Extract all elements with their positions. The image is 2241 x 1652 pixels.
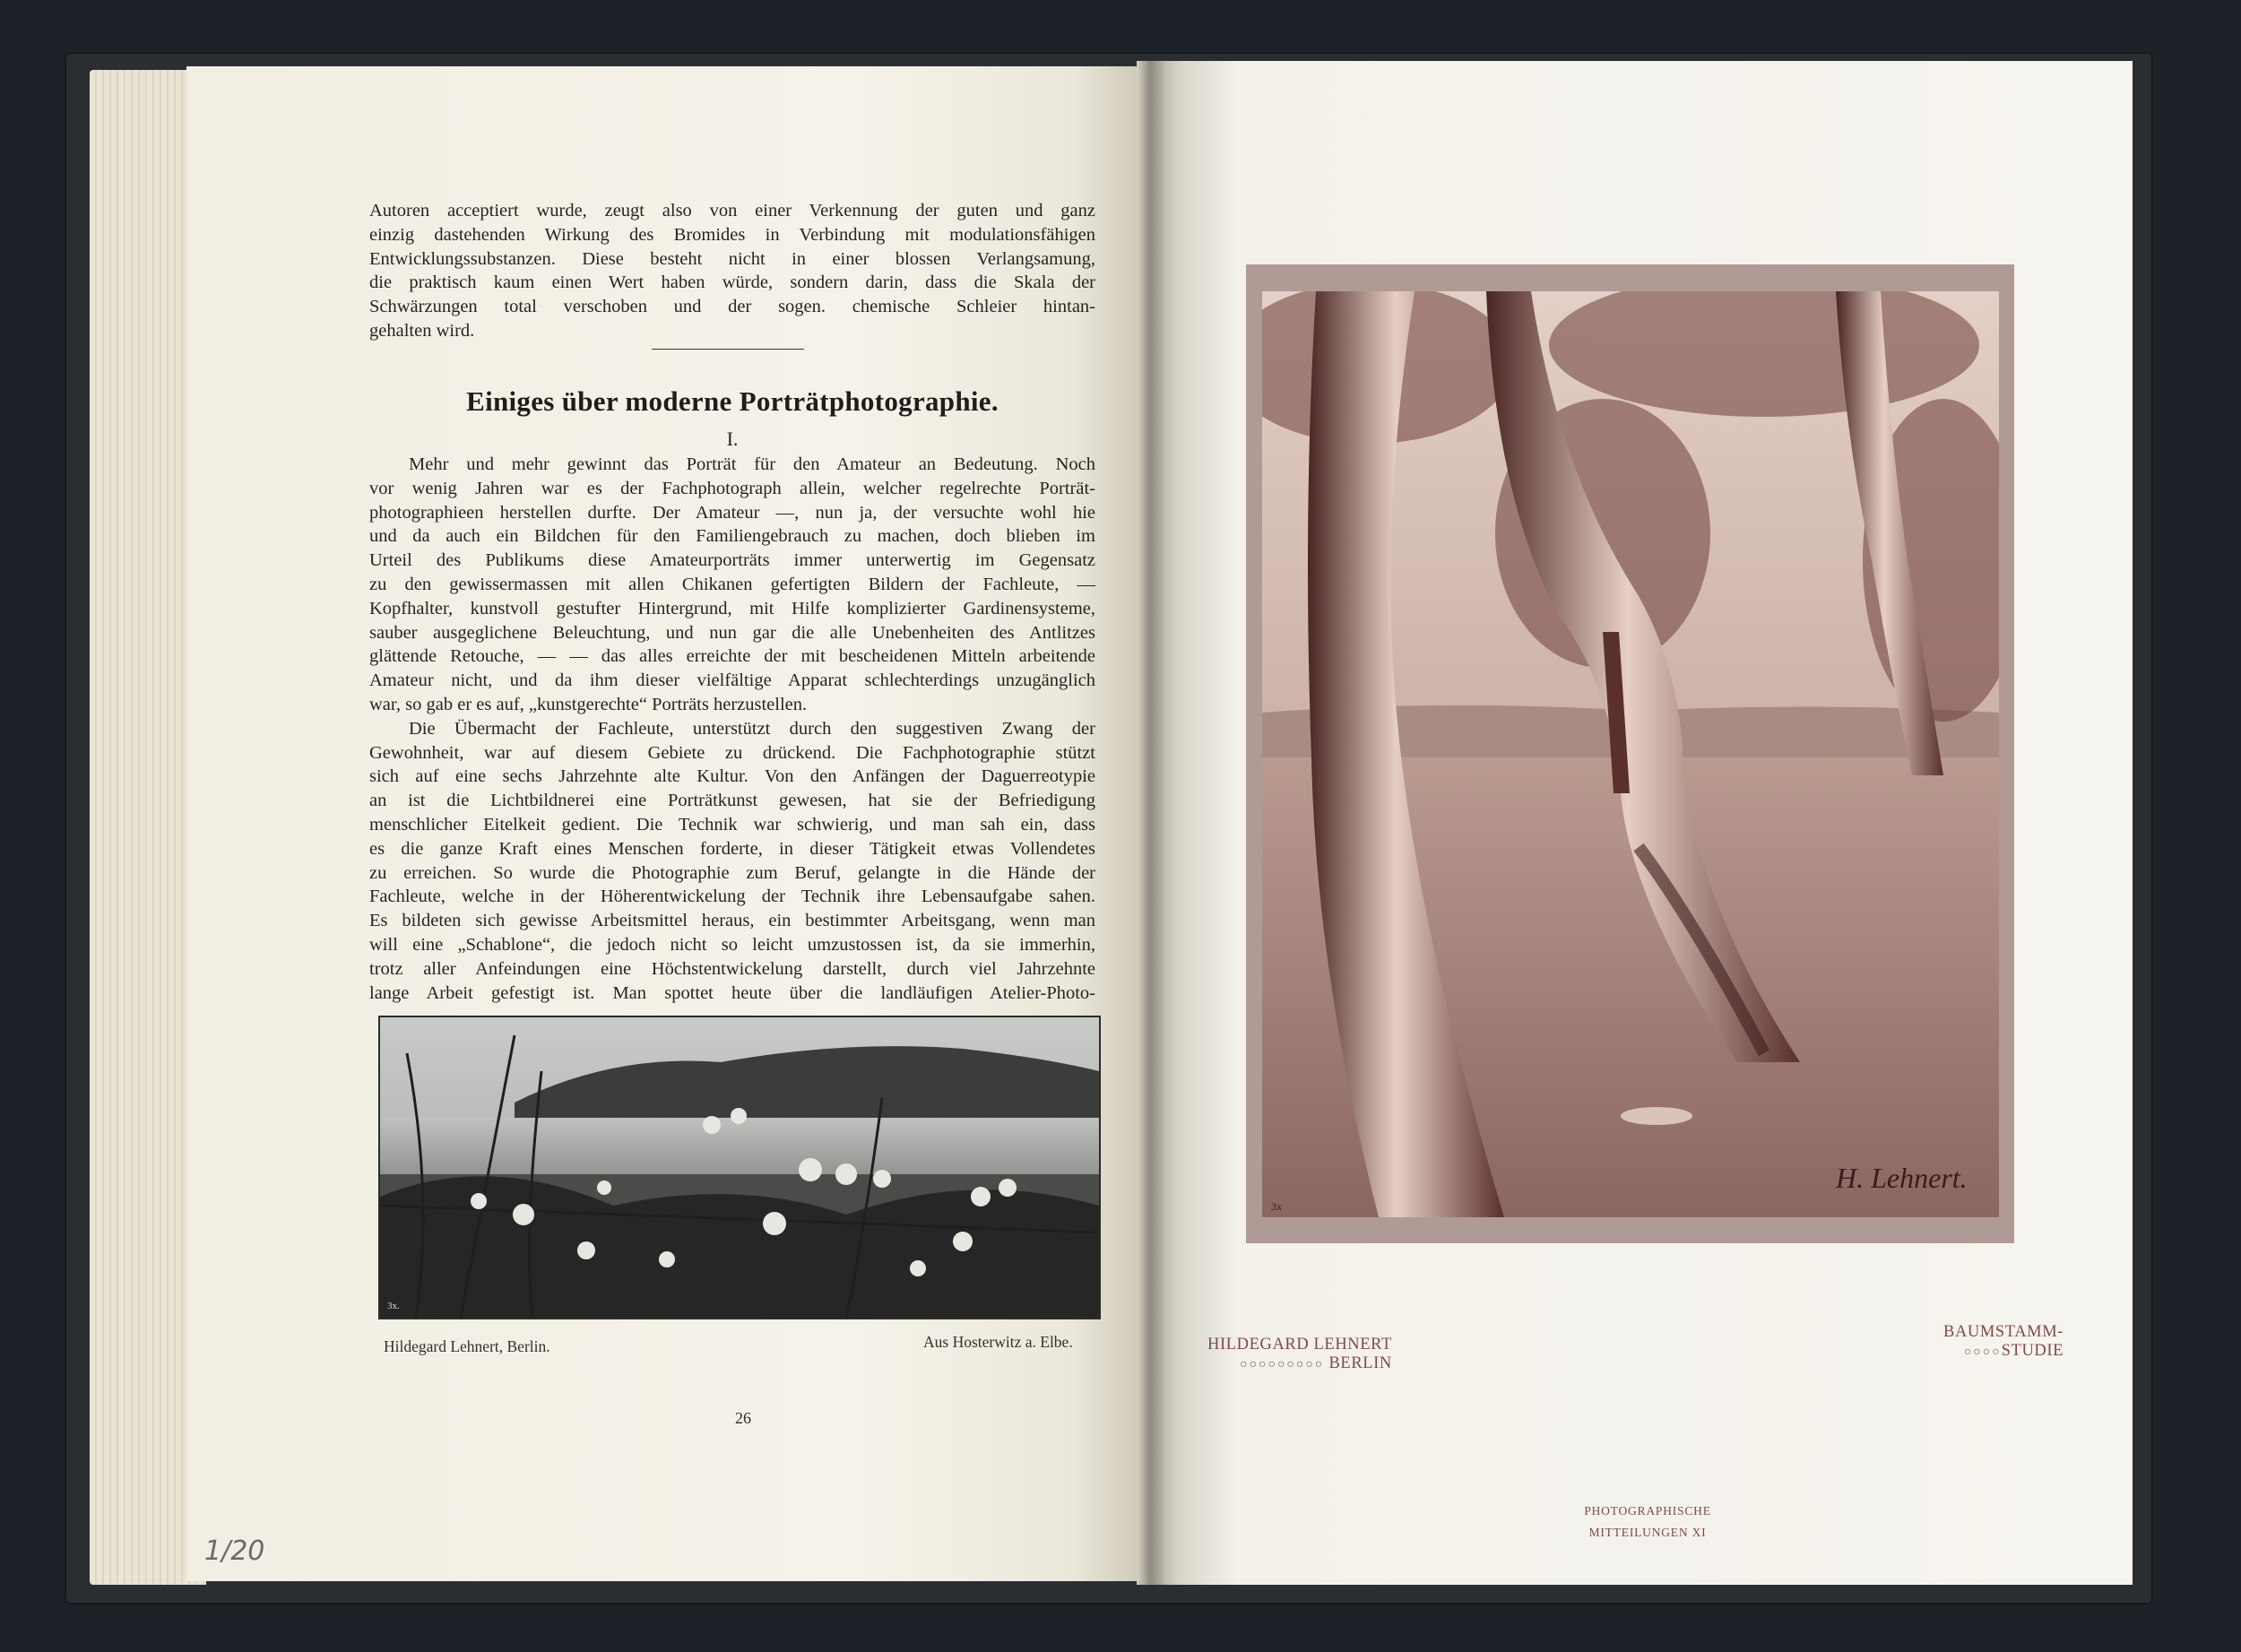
article-heading: Einiges über moderne Porträtphotographie. (466, 385, 999, 417)
text-line: will eine „Schablone“, die jedoch nicht so leicht umzustossen ist, da sie immerhin, (369, 934, 1095, 955)
series-line-1: PHOTOGRAPHISCHE (1584, 1504, 1711, 1518)
article-body (369, 453, 1095, 1005)
text-line: Amateur nicht, und da ihm dieser vielfältige Apparat schlechterdings unzugänglich (369, 670, 1095, 691)
text-line: trotz aller Anfeindungen eine Höchstentwickelung darstellt, durch viel Jahrzehnte (369, 958, 1095, 979)
text-line: Entwicklungssubstanzen. Diese besteht nicht in einer blossen Verlangsamung, (369, 248, 1095, 269)
text-line: Gewohnheit, war auf diesem Gebiete zu drückend. Die Fachphotographie stützt (369, 742, 1095, 763)
birch-trees-image (1262, 291, 1999, 1217)
section-number: I. (726, 428, 739, 450)
text-line: zu den gewissermassen mit allen Chikanen gefertigten Bildern der Fachleute, — (369, 574, 1095, 594)
text-line: photographieen herstellen durfte. Der Amateur —, nun ja, der versuchte wohl hie (369, 502, 1095, 523)
title-line-2: STUDIE (2001, 1342, 2064, 1360)
credit-name: HILDEGARD LEHNERT (1207, 1336, 1392, 1354)
text-line: und da auch ein Bildchen für den Familiengebrauch zu machen, doch blieben im (369, 526, 1095, 547)
series-footer (1558, 1501, 1737, 1544)
plate-mark-left: 3x. (387, 1301, 400, 1311)
title-line-1: BAUMSTAMM- (1943, 1323, 2064, 1341)
title-line-2-wrap (1943, 1342, 2064, 1361)
text-line: Urteil des Publikums diese Amateurporträts immer unterwertig im Gegensatz (369, 550, 1095, 571)
text-line: war, so gab er es auf, „kunstgerechte“ Porträts herzustellen. (369, 694, 808, 714)
text-line: die praktisch kaum einen Wert haben würde, sondern darin, dass die Skala der (369, 272, 1095, 293)
text-line: einzig dastehenden Wirkung des Bromides in Verbindung mit modulationsfähigen (369, 224, 1095, 245)
book-gutter (1137, 61, 1164, 1585)
text-line: Fachleute, welche in der Höherentwickelung der Technik ihre Lebensaufgabe sahen. (369, 887, 1095, 907)
text-line: menschlicher Eitelkeit gedient. Die Technik war schwierig, und man sah ein, dass (369, 814, 1095, 835)
section-divider (652, 349, 804, 350)
text-line: es die ganze Kraft eines Menschen forderte, in dieser Tätigkeit etwas Vollendetes (369, 838, 1095, 859)
title-dots: ○○○○ (1963, 1345, 2002, 1359)
series-line-2: MITTEILUNGEN XI (1588, 1526, 1707, 1539)
credit-city: BERLIN (1328, 1354, 1392, 1372)
text-line: zu erreichen. So wurde die Photographie zum Beruf, gelangte in die Hände der (369, 862, 1095, 883)
text-line: Autoren acceptiert wurde, zeugt also von einer Verkennung der guten und ganz (369, 201, 1095, 221)
plate-signature: H. Lehnert. (1836, 1162, 1968, 1194)
text-line: Es bildeten sich gewisse Arbeitsmittel heraus, ein bestimmter Arbeitsgang, wenn man (369, 911, 1095, 931)
photo-location-caption: Aus Hosterwitz a. Elbe. (923, 1333, 1073, 1351)
text-line: vor wenig Jahren war es der Fachphotograph allein, welcher regelrechte Porträt- (369, 478, 1095, 498)
rose-landscape-photo (378, 1016, 1101, 1319)
page-number: 26 (735, 1409, 751, 1427)
text-line: Schwärzungen total verschoben und der sogen. chemische Schleier hintan- (369, 297, 1095, 317)
pencil-annotation: 1/20 (204, 1535, 265, 1567)
text-line: gehalten wird. (369, 320, 475, 341)
text-line: lange Arbeit gefestigt ist. Man spottet heute über die landläufigen Atelier-Photo- (369, 982, 1095, 1003)
rose-landscape-image (380, 1017, 1099, 1318)
text-line: sauber ausgeglichene Beleuchtung, und nun gar die alle Unebenheiten des Antlitzes (369, 622, 1095, 643)
photo-credit-caption: Hildegard Lehnert, Berlin. (384, 1337, 550, 1355)
text-line: Kopfhalter, kunstvoll gestufter Hintergrund, mit Hilfe komplizierter Gardinensysteme, (369, 598, 1095, 618)
text-line: Die Übermacht der Fachleute, unterstützt durch den suggestiven Zwang der (409, 718, 1095, 739)
text-line: sich auf eine sechs Jahrzehnte alte Kultur. Von den Anfängen der Daguerreotypie (369, 766, 1095, 787)
text-line: an ist die Lichtbildnerei eine Porträtkunst gewesen, hat sie der Befriedigung (369, 791, 1095, 811)
plate-mark-right: 3x (1271, 1200, 1282, 1213)
plate-credit (1207, 1336, 1392, 1373)
birch-trees-photogravure (1262, 291, 1999, 1217)
plate-title (1943, 1323, 2064, 1361)
text-line: glättende Retouche, — — das alles erreichte der mit bescheidenen Mitteln arbeitende (369, 646, 1095, 667)
credit-city-line (1207, 1354, 1392, 1373)
credit-dots: ○○○○○○○○○ (1240, 1358, 1325, 1371)
text-line: Mehr und mehr gewinnt das Porträt für den Amateur an Bedeutung. Noch (409, 454, 1095, 474)
paragraph-continued (369, 199, 1095, 343)
